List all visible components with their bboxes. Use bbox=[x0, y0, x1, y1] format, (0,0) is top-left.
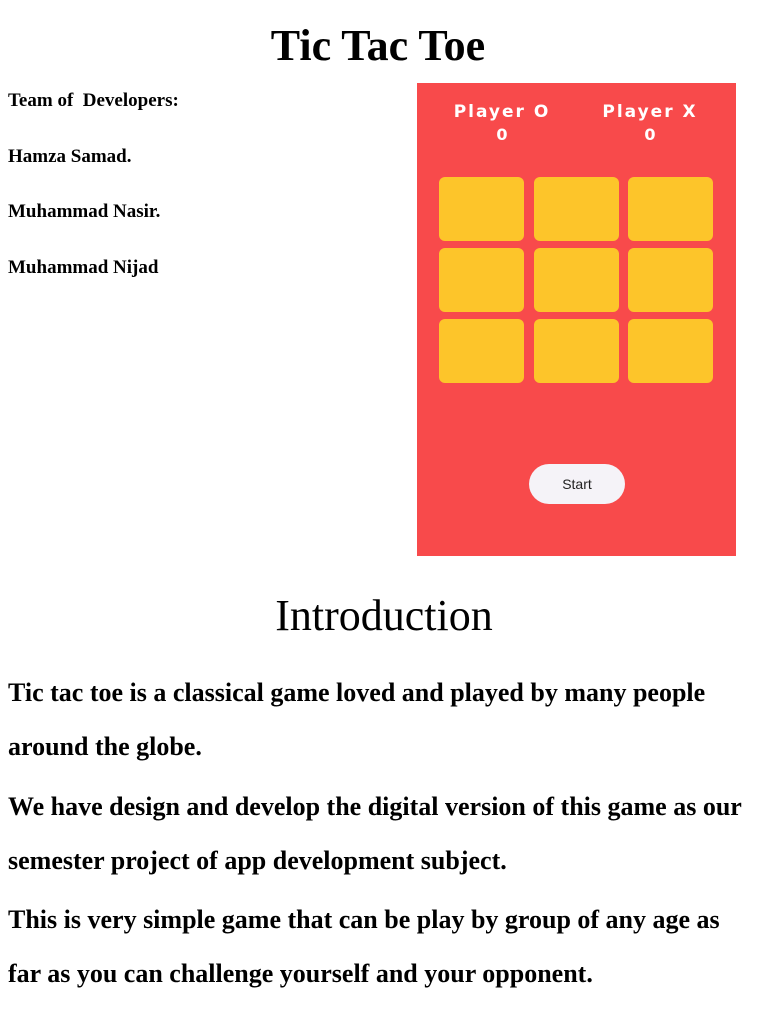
player-x-score: 0 bbox=[644, 125, 656, 144]
intro-paragraph: Tic tac toe is a classical game loved and played by many people around the globe. bbox=[8, 678, 706, 761]
start-button[interactable]: Start bbox=[529, 464, 625, 504]
player-o-label: Player O bbox=[453, 102, 551, 122]
player-x-scoreboard bbox=[575, 101, 725, 147]
team-heading: Team of Developers: bbox=[8, 90, 179, 111]
player-o-score: 0 bbox=[496, 125, 508, 144]
introduction-heading: Introduction bbox=[275, 591, 493, 640]
board-cell[interactable] bbox=[628, 248, 713, 312]
intro-paragraph: This is very simple game that can be play by group of any age as far as you can challenge yourself and your opponent. bbox=[8, 905, 720, 988]
developer-name: Muhammad Nijad bbox=[8, 257, 159, 278]
game-board bbox=[439, 177, 715, 385]
board-cell[interactable] bbox=[439, 248, 524, 312]
player-x-label: Player X bbox=[602, 102, 698, 122]
developer-name: Hamza Samad. bbox=[8, 146, 132, 167]
intro-paragraph: We have design and develop the digital version of this game as our semester project of app development subject. bbox=[8, 792, 742, 875]
board-cell[interactable] bbox=[628, 319, 713, 383]
player-o-scoreboard bbox=[427, 101, 577, 147]
developer-name: Muhammad Nasir. bbox=[8, 201, 161, 222]
board-cell[interactable] bbox=[534, 177, 619, 241]
board-cell[interactable] bbox=[534, 319, 619, 383]
board-cell[interactable] bbox=[439, 177, 524, 241]
board-cell[interactable] bbox=[439, 319, 524, 383]
app-screenshot bbox=[417, 83, 736, 556]
page-title: Tic Tac Toe bbox=[270, 21, 486, 70]
board-cell[interactable] bbox=[534, 248, 619, 312]
board-cell[interactable] bbox=[628, 177, 713, 241]
